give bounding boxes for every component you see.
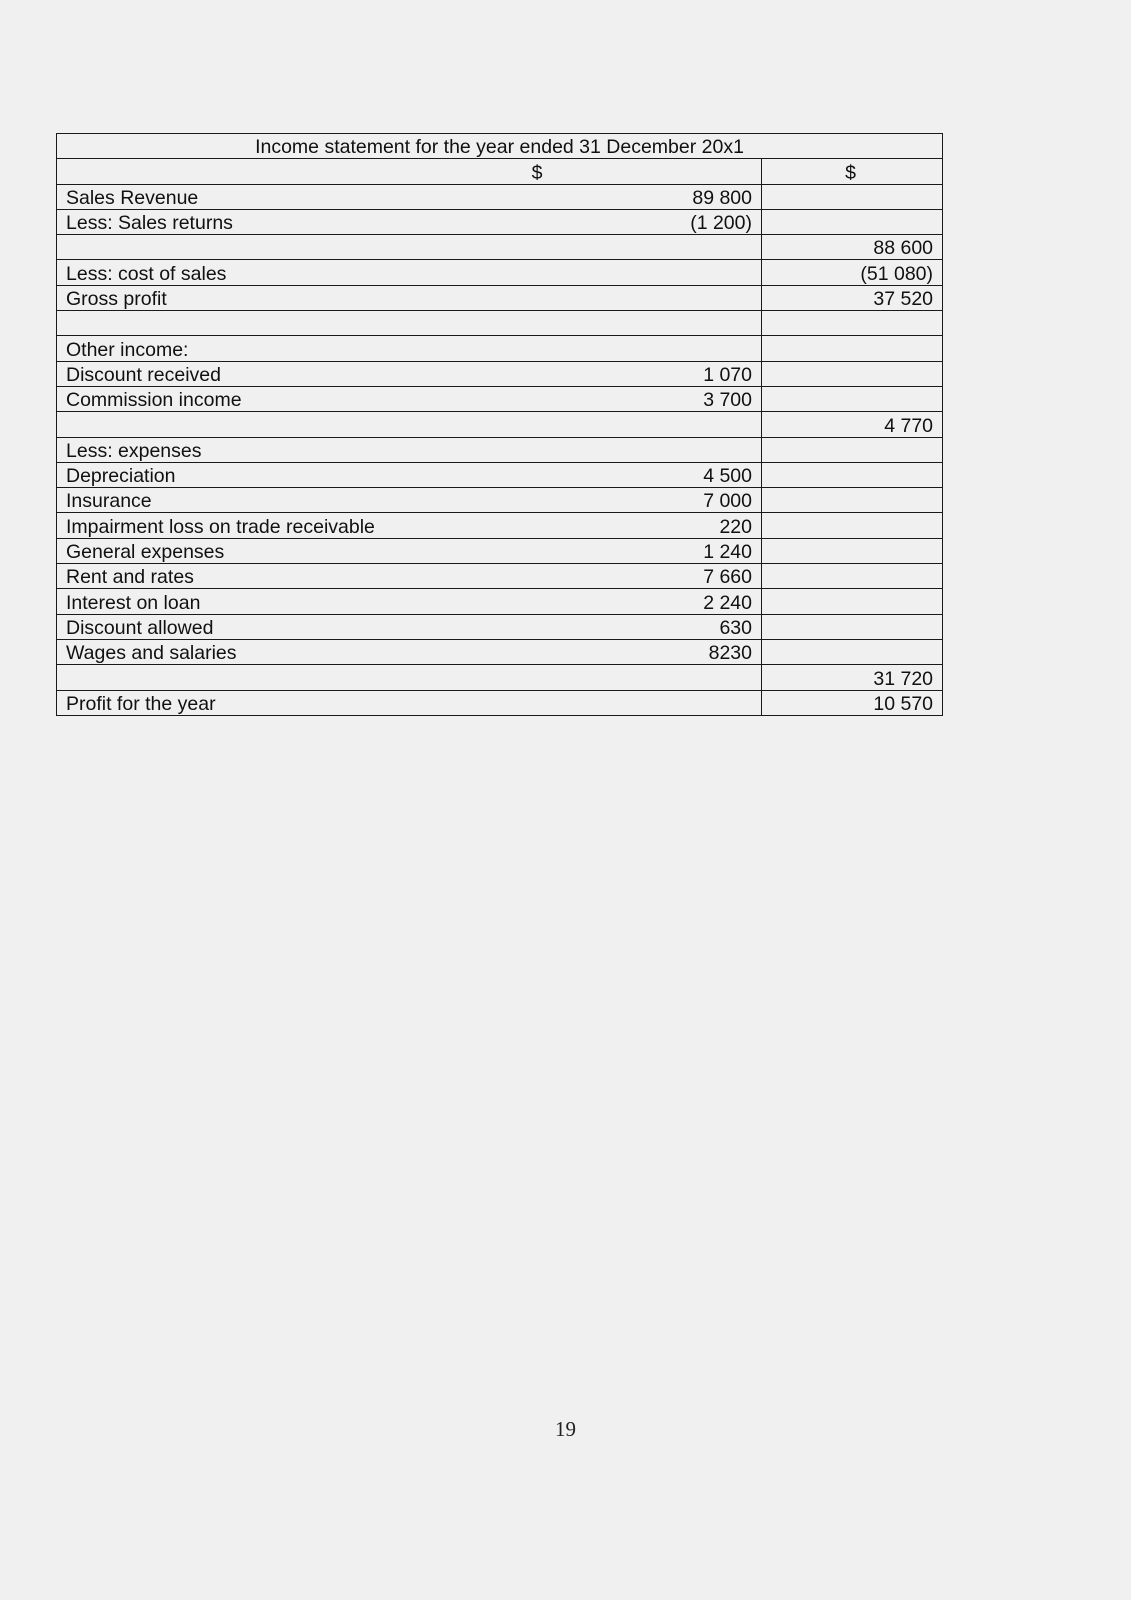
row-label: Other income: (57, 336, 625, 361)
row-amount-col2 (762, 564, 943, 589)
page-number: 19 (555, 1417, 576, 1441)
row-label: Commission income (57, 386, 625, 411)
table-row (57, 386, 943, 411)
row-amount-col1: 2 240 (625, 589, 762, 614)
row-amount-col1: 3 700 (625, 386, 762, 411)
table-row (57, 564, 943, 589)
row-amount-col2 (762, 184, 943, 209)
row-amount-col1 (625, 690, 762, 715)
table-row (57, 285, 943, 310)
row-amount-col1 (625, 665, 762, 690)
currency-header-row (57, 159, 943, 184)
row-amount-col2 (762, 639, 943, 664)
row-label: Gross profit (57, 285, 625, 310)
row-amount-col1: (1 200) (625, 209, 762, 234)
table-row (57, 412, 943, 437)
currency-header-col2: $ (762, 159, 943, 184)
row-label: Rent and rates (57, 564, 625, 589)
row-amount-col2 (762, 209, 943, 234)
row-amount-col1 (625, 235, 762, 260)
table-row (57, 209, 943, 234)
row-label: Profit for the year (57, 690, 625, 715)
row-label: Interest on loan (57, 589, 625, 614)
row-amount-col1: 8230 (625, 639, 762, 664)
row-amount-col2 (762, 589, 943, 614)
table-row (57, 538, 943, 563)
row-label: Discount received (57, 361, 625, 386)
table-row (57, 513, 943, 538)
table-row (57, 235, 943, 260)
currency-header-spacer (625, 159, 762, 184)
table-row (57, 614, 943, 639)
row-amount-col1: 220 (625, 513, 762, 538)
row-amount-col2 (762, 336, 943, 361)
row-amount-col2 (762, 311, 943, 336)
row-label: Impairment loss on trade receivable (57, 513, 625, 538)
income-statement-table (56, 133, 943, 716)
row-label: Less: expenses (57, 437, 625, 462)
row-amount-col2: 88 600 (762, 235, 943, 260)
row-label: Less: Sales returns (57, 209, 625, 234)
table-row (57, 184, 943, 209)
currency-header-col1: $ (57, 159, 625, 184)
table-row (57, 589, 943, 614)
statement-title: Income statement for the year ended 31 December 20x1 (57, 134, 943, 159)
table-row (57, 639, 943, 664)
row-amount-col2 (762, 386, 943, 411)
row-amount-col2: 31 720 (762, 665, 943, 690)
table-row (57, 690, 943, 715)
row-amount-col1 (625, 260, 762, 285)
row-amount-col1: 7 000 (625, 488, 762, 513)
row-label (57, 665, 625, 690)
row-amount-col1: 1 240 (625, 538, 762, 563)
row-amount-col1 (625, 412, 762, 437)
row-amount-col2 (762, 462, 943, 487)
row-amount-col1: 4 500 (625, 462, 762, 487)
row-label (57, 235, 625, 260)
table-row (57, 488, 943, 513)
row-label (57, 311, 625, 336)
row-label: Insurance (57, 488, 625, 513)
row-amount-col2: (51 080) (762, 260, 943, 285)
row-amount-col2 (762, 488, 943, 513)
row-amount-col1 (625, 336, 762, 361)
row-amount-col2: 10 570 (762, 690, 943, 715)
row-amount-col1 (625, 285, 762, 310)
row-label: Less: cost of sales (57, 260, 625, 285)
row-amount-col2 (762, 437, 943, 462)
row-label: General expenses (57, 538, 625, 563)
row-amount-col2 (762, 361, 943, 386)
row-label: Sales Revenue (57, 184, 625, 209)
row-label: Wages and salaries (57, 639, 625, 664)
table-row (57, 437, 943, 462)
table-row (57, 462, 943, 487)
table-title-row (57, 134, 943, 159)
row-label (57, 412, 625, 437)
row-amount-col2 (762, 538, 943, 563)
table-row (57, 361, 943, 386)
row-amount-col1: 630 (625, 614, 762, 639)
table-row (57, 336, 943, 361)
row-amount-col2: 4 770 (762, 412, 943, 437)
row-label: Depreciation (57, 462, 625, 487)
row-amount-col1: 7 660 (625, 564, 762, 589)
row-amount-col1: 1 070 (625, 361, 762, 386)
row-amount-col1: 89 800 (625, 184, 762, 209)
table-row (57, 311, 943, 336)
row-amount-col2 (762, 513, 943, 538)
table-row (57, 260, 943, 285)
row-amount-col2: 37 520 (762, 285, 943, 310)
row-amount-col2 (762, 614, 943, 639)
table-row (57, 665, 943, 690)
row-label: Discount allowed (57, 614, 625, 639)
row-amount-col1 (625, 311, 762, 336)
row-amount-col1 (625, 437, 762, 462)
